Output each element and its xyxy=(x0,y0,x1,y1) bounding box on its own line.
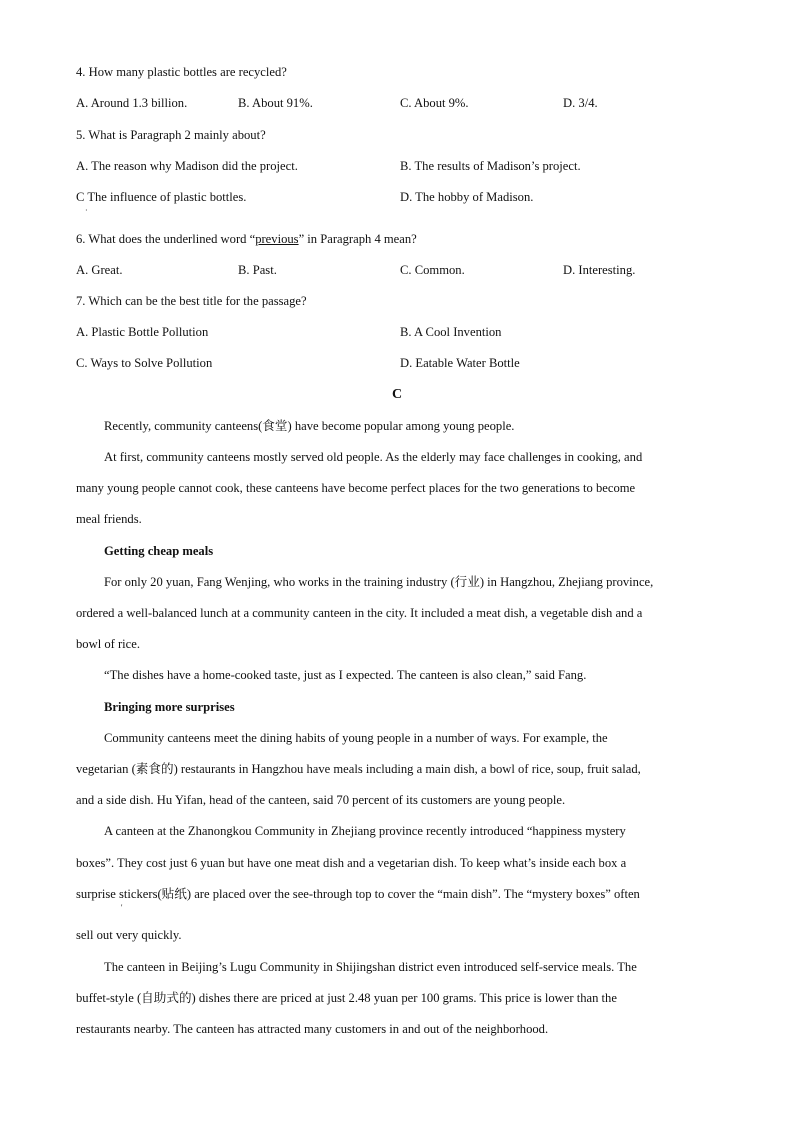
question-6-option-d: D. Interesting. xyxy=(563,263,636,277)
subheading: Getting cheap meals xyxy=(104,544,214,558)
passage-line: boxes”. They cost just 6 yuan but have one meat dish and a vegetarian dish. To keep what’s inside each box a xyxy=(76,856,627,870)
question-5-option-b: B. The results of Madison’s project. xyxy=(400,159,581,173)
question-6-option-b: B. Past. xyxy=(238,263,277,277)
passage-line: restaurants nearby. The canteen has attracted many customers in and out of the neighborhood. xyxy=(76,1022,549,1036)
section-heading: C xyxy=(391,387,403,402)
passage-line: bowl of rice. xyxy=(76,637,140,651)
question-7-option-b: B. A Cool Invention xyxy=(400,325,502,339)
passage-line: The canteen in Beijing’s Lugu Community in Shijingshan district even introduced self-service meals. The xyxy=(104,960,637,974)
question-4-option-c: C. About 9%. xyxy=(400,96,469,110)
question-6-option-c: C. Common. xyxy=(400,263,465,277)
passage-line: vegetarian (素食的) restaurants in Hangzhou have meals including a main dish, a bowl of rice, soup, fruit salad, xyxy=(76,762,641,776)
question-6-stem xyxy=(76,231,417,247)
stray-mark: · xyxy=(85,206,88,215)
question-5-option-c: C The influence of plastic bottles. xyxy=(76,190,247,204)
question-7-stem: 7. Which can be the best title for the passage? xyxy=(76,294,307,308)
passage-line: For only 20 yuan, Fang Wenjing, who works in the training industry (行业) in Hangzhou, Zhejiang province, xyxy=(104,575,654,589)
passage-line: A canteen at the Zhanongkou Community in Zhejiang province recently introduced “happiness mystery xyxy=(104,824,626,838)
passage-line: Community canteens meet the dining habits of young people in a number of ways. For example, the xyxy=(104,731,608,745)
subheading: Bringing more surprises xyxy=(104,700,235,714)
question-4-stem: 4. How many plastic bottles are recycled? xyxy=(76,65,287,79)
question-5-stem: 5. What is Paragraph 2 mainly about? xyxy=(76,128,266,142)
passage-line: buffet-style (自助式的) dishes there are priced at just 2.48 yuan per 100 grams. This price is lower than the xyxy=(76,991,617,1005)
question-7-option-a: A. Plastic Bottle Pollution xyxy=(76,325,209,339)
passage-line: At first, community canteens mostly served old people. As the elderly may face challenges in cooking, and xyxy=(104,450,643,464)
stray-mark: ' xyxy=(121,903,123,912)
passage-line: “The dishes have a home-cooked taste, just as I expected. The canteen is also clean,” said Fang. xyxy=(104,668,587,682)
question-5-option-d: D. The hobby of Madison. xyxy=(400,190,534,204)
passage-line: meal friends. xyxy=(76,512,142,526)
passage-line: surprise stickers(贴纸) are placed over the see-through top to cover the “main dish”. The “mystery boxes” often xyxy=(76,887,640,901)
question-4-option-a: A. Around 1.3 billion. xyxy=(76,96,188,110)
underlined-word: previous xyxy=(255,232,299,246)
question-6-stem-after: ” in Paragraph 4 mean? xyxy=(298,232,417,246)
passage-line: Recently, community canteens(食堂) have become popular among young people. xyxy=(104,419,515,433)
question-6-stem-before: 6. What does the underlined word “ xyxy=(76,232,256,246)
question-4-option-b: B. About 91%. xyxy=(238,96,313,110)
passage-line: many young people cannot cook, these canteens have become perfect places for the two generations to become xyxy=(76,481,636,495)
passage-line: sell out very quickly. xyxy=(76,928,182,942)
question-6-option-a: A. Great. xyxy=(76,263,123,277)
question-5-option-a: A. The reason why Madison did the project. xyxy=(76,159,298,173)
passage-line: ordered a well-balanced lunch at a community canteen in the city. It included a meat dish, a vegetable dish and a xyxy=(76,606,643,620)
passage-line: and a side dish. Hu Yifan, head of the canteen, said 70 percent of its customers are young people. xyxy=(76,793,566,807)
question-4-option-d: D. 3/4. xyxy=(563,96,598,110)
question-7-option-d: D. Eatable Water Bottle xyxy=(400,356,520,370)
question-7-option-c: C. Ways to Solve Pollution xyxy=(76,356,213,370)
